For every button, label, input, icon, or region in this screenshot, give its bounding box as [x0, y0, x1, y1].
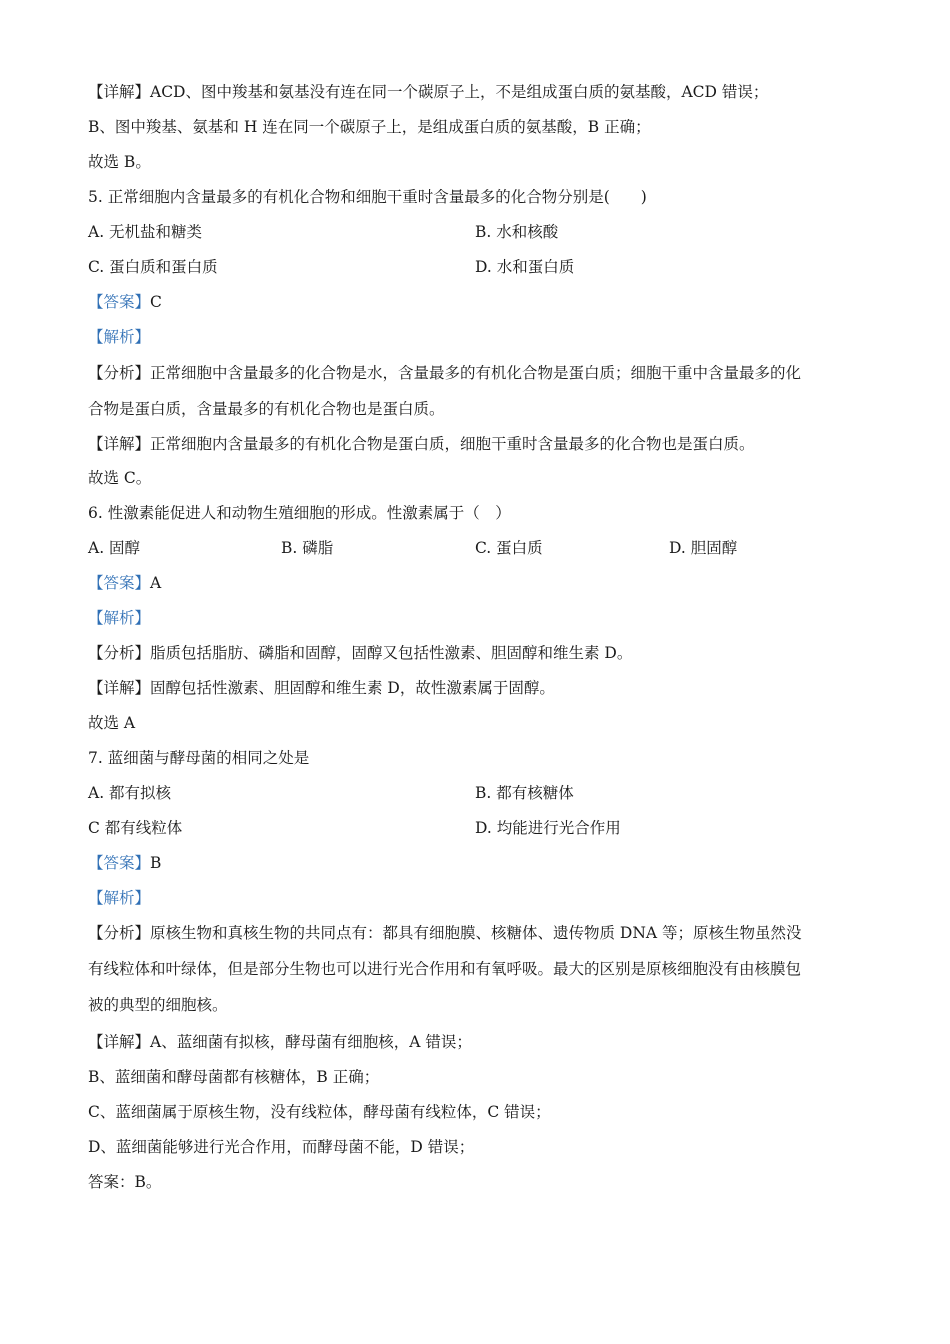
q5-fenxi-line-1: 【分析】正常细胞中含量最多的化合物是水，含量最多的有机化合物是蛋白质；细胞干重中含量最多的化	[88, 364, 802, 382]
q5-answer-line	[88, 291, 162, 313]
q5-analysis-tag: 【解析】	[88, 328, 151, 346]
q7-stem: 7. 蓝细菌与酵母菌的相同之处是	[88, 749, 310, 767]
q7-detail-a: 【详解】A、蓝细菌有拟核，酵母菌有细胞核，A 错误；	[88, 1033, 472, 1051]
q7-detail-b: B、蓝细菌和酵母菌都有核糖体，B 正确；	[88, 1068, 380, 1086]
q6-conclusion: 故选 A	[88, 714, 136, 732]
q7-detail-d: D、蓝细菌能够进行光合作用，而酵母菌不能，D 错误；	[88, 1138, 475, 1156]
q7-detail-c: C、蓝细菌属于原核生物，没有线粒体，酵母菌有线粒体，C 错误；	[88, 1103, 551, 1121]
q7-fenxi-line-2: 有线粒体和叶绿体，但是部分生物也可以进行光合作用和有氧呼吸。最大的区别是原核细胞没有由核膜包	[88, 960, 802, 978]
q7-option-b: B. 都有核糖体	[475, 784, 574, 802]
q5-option-b: B. 水和核酸	[475, 223, 559, 241]
q7-analysis-tag: 【解析】	[88, 889, 151, 907]
q7-answer-value: B	[150, 854, 162, 872]
q7-fenxi-line-3: 被的典型的细胞核。	[88, 996, 228, 1014]
q7-option-d: D. 均能进行光合作用	[475, 819, 621, 837]
q7-answer-tag: 【答案】	[88, 854, 151, 872]
q6-fenxi: 【分析】脂质包括脂肪、磷脂和固醇，固醇又包括性激素、胆固醇和维生素 D。	[88, 644, 633, 662]
q7-option-c: C 都有线粒体	[88, 819, 183, 837]
q5-option-c: C. 蛋白质和蛋白质	[88, 258, 218, 276]
q5-stem: 5. 正常细胞内含量最多的有机化合物和细胞干重时含量最多的化合物分别是( )	[88, 188, 647, 206]
q5-detail: 【详解】正常细胞内含量最多的有机化合物是蛋白质，细胞干重时含量最多的化合物也是蛋白质。	[88, 435, 755, 453]
q5-answer-tag: 【答案】	[88, 293, 151, 311]
q4-conclusion: 故选 B。	[88, 153, 151, 171]
q5-fenxi-line-2: 合物是蛋白质，含量最多的有机化合物也是蛋白质。	[88, 400, 445, 418]
q6-answer-value: A	[150, 574, 162, 592]
q4-detail-line: 【详解】ACD、图中羧基和氨基没有连在同一个碳原子上，不是组成蛋白质的氨基酸，ACD 错误；	[88, 83, 769, 101]
q7-answer-line	[88, 852, 161, 874]
q7-fenxi-line-1: 【分析】原核生物和真核生物的共同点有：都具有细胞膜、核糖体、遗传物质 DNA 等；原核生物虽然没	[88, 924, 802, 942]
q5-option-d: D. 水和蛋白质	[475, 258, 575, 276]
q6-answer-tag: 【答案】	[88, 574, 151, 592]
q5-answer-value: C	[150, 293, 162, 311]
q7-conclusion: 答案：B。	[88, 1173, 162, 1191]
q7-option-a: A. 都有拟核	[88, 784, 172, 802]
q4-option-b-line: B、图中羧基、氨基和 H 连在同一个碳原子上，是组成蛋白质的氨基酸，B 正确；	[88, 118, 651, 136]
q6-detail: 【详解】固醇包括性激素、胆固醇和维生素 D，故性激素属于固醇。	[88, 679, 555, 697]
q5-option-a: A. 无机盐和糖类	[88, 223, 203, 241]
q6-answer-line	[88, 572, 161, 594]
q6-analysis-tag: 【解析】	[88, 609, 151, 627]
q6-option-a: A. 固醇	[88, 539, 141, 557]
q6-stem: 6. 性激素能促进人和动物生殖细胞的形成。性激素属于（ ）	[88, 504, 511, 522]
q6-option-b: B. 磷脂	[281, 539, 334, 557]
q5-conclusion: 故选 C。	[88, 469, 152, 487]
q6-option-c: C. 蛋白质	[475, 539, 543, 557]
q6-option-d: D. 胆固醇	[669, 539, 738, 557]
